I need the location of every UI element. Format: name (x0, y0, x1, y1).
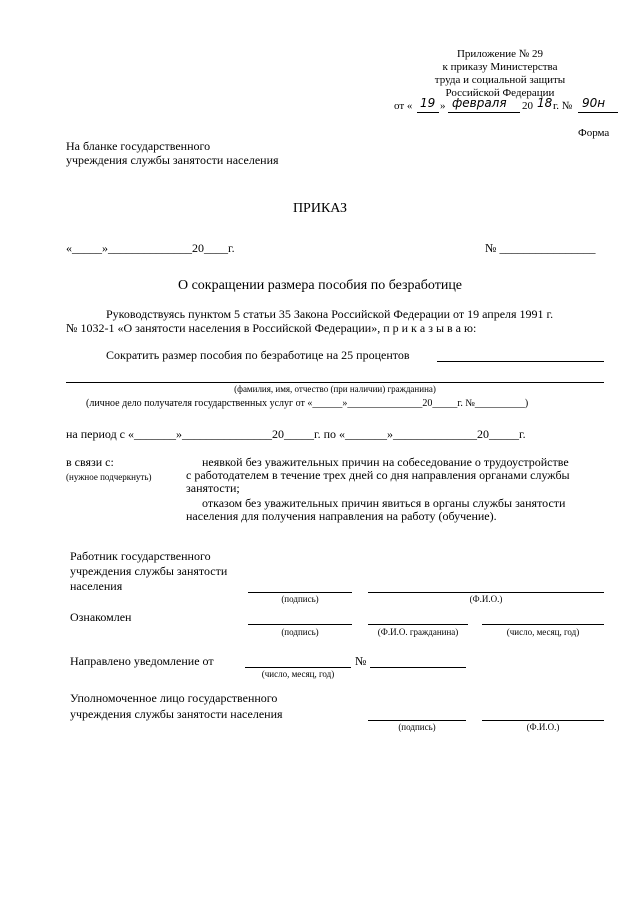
acquainted-label: Ознакомлен (70, 610, 132, 624)
reason-option-1-line-2: с работодателем в течение трех дней со дня направления органами службы (186, 468, 570, 482)
reason-option-2-line-2: населения для получения направления на работу (обучение). (186, 509, 497, 523)
appendix-line-2: к приказу Министерства (442, 61, 558, 73)
order-subject: О сокращении размера пособия по безработице (177, 278, 463, 293)
order-date-blank: «_____»______________20____г. (66, 241, 235, 255)
letterhead-line-2: учреждения службы занятости населения (66, 153, 279, 167)
appendix-date-day: 19 (420, 96, 436, 110)
period-line: на период с «_______»_______________20_____г. по «_______»______________20_____г. (66, 427, 526, 441)
basis-line-1: Руководствуясь пунктом 5 статьи 35 Закона Российской Федерации от 19 апреля 1991 г. (106, 307, 554, 321)
fio-caption: (фамилия, имя, отчество (при наличии) гражданина) (234, 384, 436, 394)
employee-sign-caption: (подпись) (281, 594, 319, 604)
reason-option-2-line-1: отказом без уважительных причин явиться в органы службы занятости (202, 496, 566, 510)
acquainted-date-caption: (число, месяц, год) (506, 627, 580, 637)
appendix-year-prefix: 20 (522, 100, 533, 112)
employee-fio-line (368, 592, 604, 593)
reason-label: в связи с: (66, 455, 114, 469)
notice-label: Направлено уведомление от (70, 654, 214, 668)
authorized-fio-line (482, 720, 604, 721)
appendix-day-underline (417, 112, 439, 113)
appendix-line-3: труда и социальной защиты (434, 74, 566, 86)
appendix-month-underline (448, 112, 520, 113)
page-title: ПРИКАЗ (292, 201, 348, 216)
appendix-date-month: февраля (452, 96, 507, 110)
reduce-blank-line (437, 361, 604, 362)
authorized-sign-caption: (подпись) (398, 722, 436, 732)
employee-fio-caption: (Ф.И.О.) (469, 594, 503, 604)
appendix-number-underline (578, 112, 618, 113)
acquainted-fio-line (368, 624, 468, 625)
authorized-line-1: Уполномоченное лицо государственного (70, 691, 278, 705)
appendix-line-1: Приложение № 29 (456, 48, 544, 60)
reason-hint: (нужное подчеркнуть) (66, 472, 152, 482)
form-label: Форма (578, 127, 610, 139)
appendix-date-mid: » (440, 100, 446, 112)
appendix-order-number: 90н (582, 96, 606, 110)
reason-option-1-line-3: занятости; (186, 481, 240, 495)
acquainted-sign-line (248, 624, 352, 625)
reason-option-1-line-1: неявкой без уважительных причин на собеседование о трудоустройстве (202, 455, 569, 469)
appendix-date-prefix: от « (394, 100, 413, 112)
reduce-statement: Сократить размер пособия по безработице на 25 процентов (106, 348, 410, 362)
basis-line-2: № 1032-1 «О занятости населения в Российской Федерации», п р и к а з ы в а ю: (66, 321, 477, 335)
acquainted-sign-caption: (подпись) (281, 627, 319, 637)
case-line: (личное дело получателя государственных услуг от «______»_______________20_____г. №__________) (86, 398, 529, 409)
authorized-fio-caption: (Ф.И.О.) (526, 722, 560, 732)
acquainted-fio-caption: (Ф.И.О. гражданина) (377, 627, 459, 637)
acquainted-date-line (482, 624, 604, 625)
notice-number-line (370, 667, 466, 668)
employee-line-1: Работник государственного (70, 549, 211, 563)
employee-line-3: населения (70, 579, 123, 593)
employee-sign-line (248, 592, 352, 593)
authorized-line-2: учреждения службы занятости населения (70, 707, 283, 721)
authorized-sign-line (368, 720, 466, 721)
notice-date-caption: (число, месяц, год) (261, 669, 335, 679)
appendix-date-year: 18 (537, 96, 553, 110)
letterhead-line-1: На бланке государственного (66, 139, 211, 153)
notice-date-line (245, 667, 351, 668)
appendix-date-no: г. № (553, 100, 573, 112)
employee-line-2: учреждения службы занятости (70, 564, 228, 578)
order-number-blank: № ________________ (485, 241, 596, 255)
appendix-line-4: Российской Федерации (445, 87, 555, 99)
fio-line (66, 382, 604, 383)
notice-number-label: № (355, 654, 367, 668)
